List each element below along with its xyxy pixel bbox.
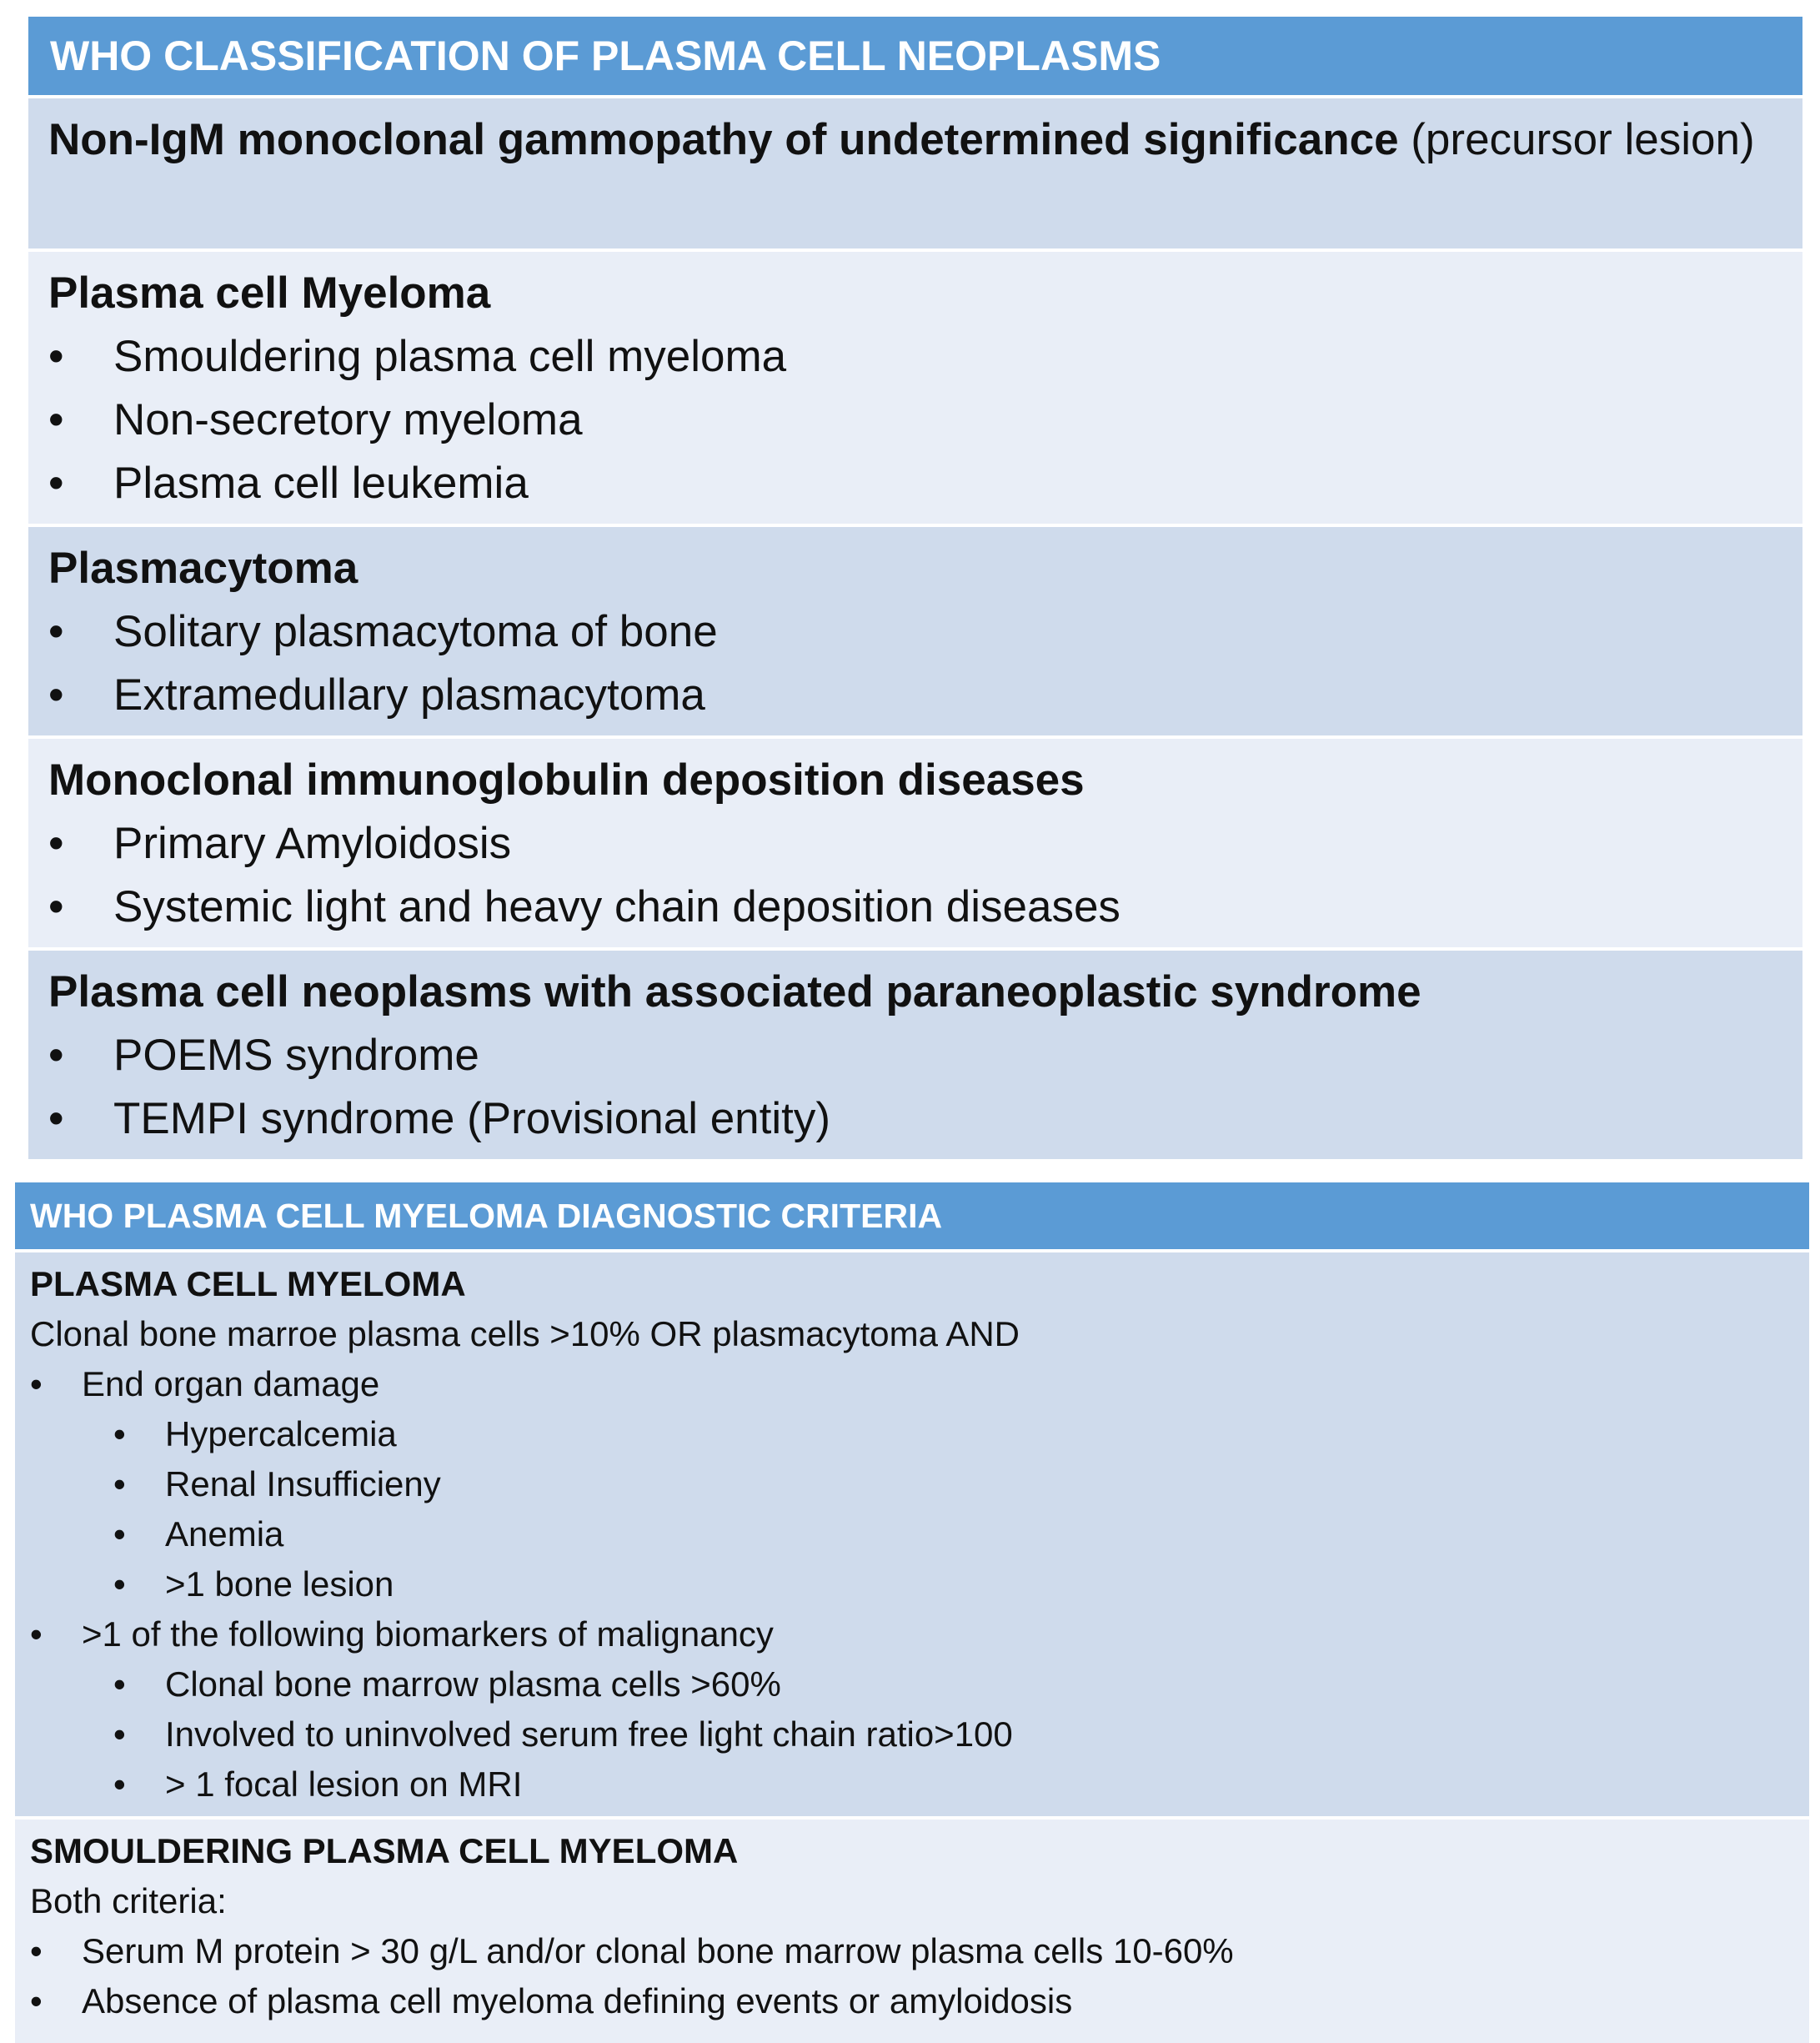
bullet-icon: • [30,1364,43,1403]
list-item [48,812,1782,876]
list-item-text: Plasma cell leukemia [113,459,529,508]
bullet-icon: • [48,819,64,868]
mgus-row [28,95,1802,248]
myeloma-row [28,248,1802,524]
deposition-title: Monoclonal immunoglobulin deposition diseases [48,755,1085,805]
list-item-text: Involved to uninvolved serum free light chain ratio>100 [165,1714,1013,1754]
bullet-icon: • [30,1981,43,2020]
list-item [48,325,1782,389]
bullet-icon: • [48,459,64,508]
bullet-icon: • [48,1031,64,1080]
mgus-note: (precursor lesion) [1398,115,1755,164]
plasmacytoma-row [28,524,1802,735]
list-item [48,876,1782,939]
list-item-text: >1 bone lesion [165,1564,394,1604]
list-item [30,1976,1794,2026]
pcm-title: PLASMA CELL MYELOMA [30,1264,466,1303]
classification-table [28,17,1802,1159]
smouldering-criteria-row [15,1816,1809,2043]
list-subitem [30,1509,1794,1559]
list-item-text: Primary Amyloidosis [113,819,512,868]
list-item-text: POEMS syndrome [113,1031,479,1080]
list-item-text: Non-secretory myeloma [113,395,583,444]
list-item-text: Absence of plasma cell myeloma defining events or amyloidosis [82,1981,1073,2020]
list-item [30,1359,1794,1409]
list-subitem [30,1759,1794,1810]
list-subitem [30,1659,1794,1709]
mgus-title: Non-IgM monoclonal gammopathy of undetermined significance [48,115,1399,164]
list-item [48,1024,1782,1087]
criteria-header: WHO PLASMA CELL MYELOMA DIAGNOSTIC CRITERIA [15,1182,1809,1249]
smouldering-title: SMOULDERING PLASMA CELL MYELOMA [30,1831,739,1870]
bullet-icon: • [113,1664,126,1704]
list-item [48,664,1782,727]
list-item-text: Smouldering plasma cell myeloma [113,332,787,381]
bullet-icon: • [113,1514,126,1554]
bullet-icon: • [48,332,64,381]
criteria-table [15,1182,1809,2043]
bullet-icon: • [30,1931,43,1970]
mgus-text [48,108,1782,172]
bullet-icon: • [113,1714,126,1754]
list-item-text: Systemic light and heavy chain deposition diseases [113,882,1121,931]
list-item-text: > 1 focal lesion on MRI [165,1764,523,1804]
list-item [48,600,1782,664]
list-item-text: End organ damage [82,1364,380,1403]
list-item [48,452,1782,515]
list-item-text: Serum M protein > 30 g/L and/or clonal bone marrow plasma cells 10-60% [82,1931,1234,1970]
list-item-text: Solitary plasmacytoma of bone [113,607,718,656]
list-item-text: Hypercalcemia [165,1414,397,1453]
list-item-text: Extramedullary plasmacytoma [113,670,705,720]
bullet-icon: • [48,1094,64,1143]
list-item-text: >1 of the following biomarkers of malignancy [82,1614,774,1654]
bullet-icon: • [30,1614,43,1654]
bullet-icon: • [113,1564,126,1604]
list-item-text: Renal Insufficieny [165,1464,441,1503]
paraneoplastic-row [28,947,1802,1159]
classification-header: WHO CLASSIFICATION OF PLASMA CELL NEOPLASMS [28,17,1802,95]
pcm-criteria-row [15,1249,1809,1816]
bullet-icon: • [48,882,64,931]
list-subitem [30,1409,1794,1459]
bullet-icon: • [113,1414,126,1453]
list-item-text: Anemia [165,1514,284,1554]
myeloma-title: Plasma cell Myeloma [48,269,491,318]
plasmacytoma-title: Plasmacytoma [48,544,358,593]
list-item [48,389,1782,452]
paraneoplastic-title: Plasma cell neoplasms with associated paraneoplastic syndrome [48,967,1421,1016]
list-item [30,1926,1794,1976]
bullet-icon: • [48,395,64,444]
list-item [30,1609,1794,1659]
bullet-icon: • [48,670,64,720]
list-item-text: Clonal bone marrow plasma cells >60% [165,1664,781,1704]
list-item [48,1087,1782,1151]
list-subitem [30,1709,1794,1759]
pcm-intro: Clonal bone marroe plasma cells >10% OR plasmacytoma AND [30,1314,1020,1353]
list-subitem [30,1459,1794,1509]
list-subitem [30,1559,1794,1609]
bullet-icon: • [113,1764,126,1804]
deposition-row [28,735,1802,947]
bullet-icon: • [48,607,64,656]
list-item-text: TEMPI syndrome (Provisional entity) [113,1094,831,1143]
smouldering-intro: Both criteria: [30,1881,227,1920]
bullet-icon: • [113,1464,126,1503]
